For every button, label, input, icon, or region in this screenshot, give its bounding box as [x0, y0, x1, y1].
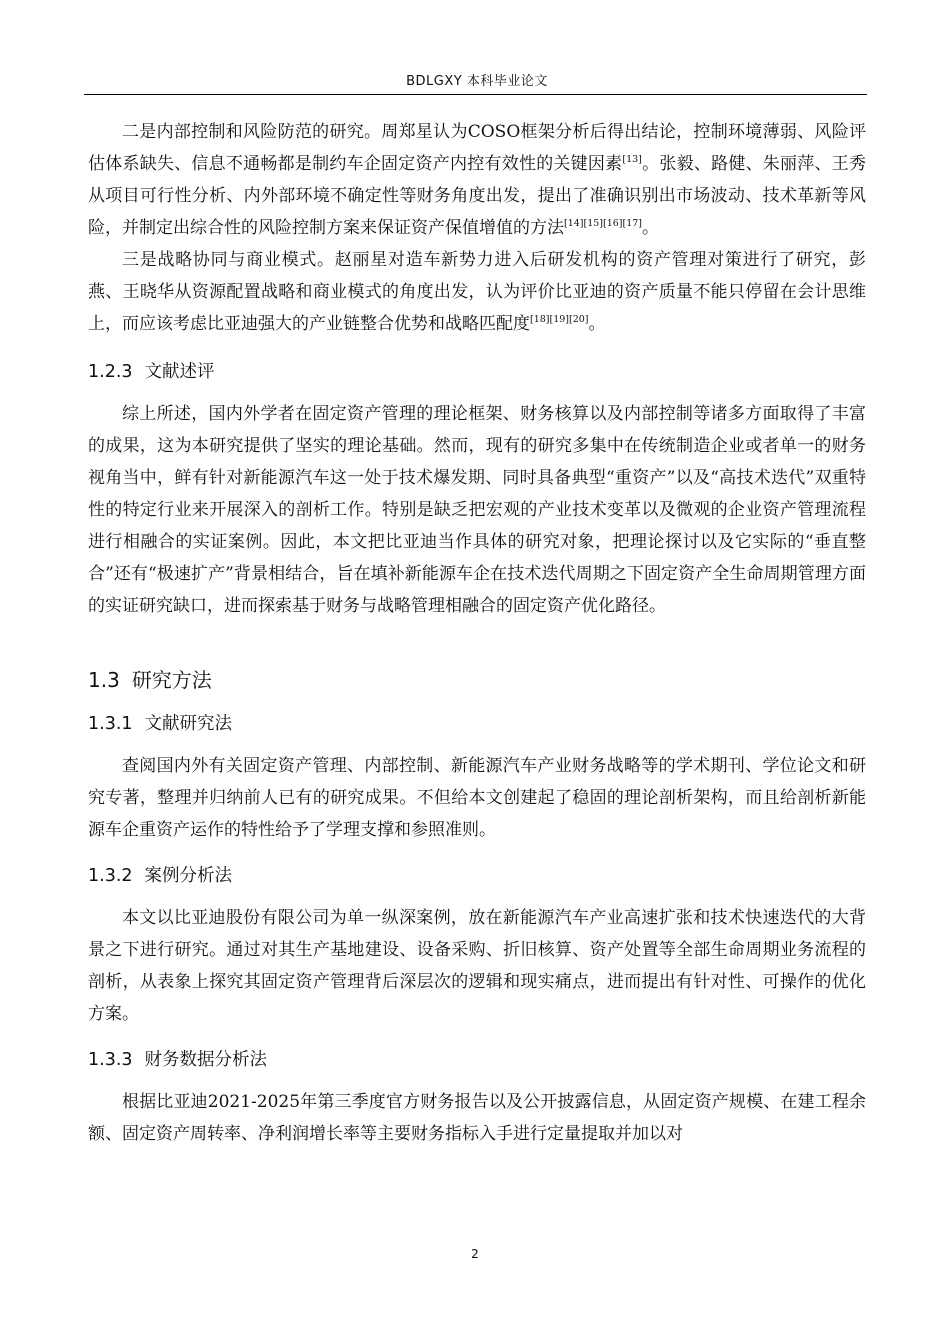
paragraph-strategy — [88, 244, 866, 340]
paragraph-internal-control — [88, 116, 866, 244]
heading-number: 1.3.2 — [88, 866, 133, 886]
paragraph-case-method: 本文以比亚迪股份有限公司为单一纵深案例，放在新能源汽车产业高速扩张和技术快速迭代的大背景之下进行研究。通过对其生产基地建设、设备采购、折旧核算、资产处置等全部生命周期业务流程的剖析，从表象上探究其固定资产管理背后深层次的逻辑和现实痛点，进而提出有针对性、可操作的优化方案。 — [88, 908, 866, 1024]
page-body — [88, 116, 866, 1150]
heading-text: 案例分析法 — [144, 866, 233, 886]
heading-1-3-3 — [88, 1048, 866, 1072]
heading-number: 1.3.3 — [88, 1050, 133, 1070]
paragraph-financial-method: 根据比亚迪2021-2025年第三季度官方财务报告以及公开披露信息，从固定资产规模、在建工程余额、固定资产周转率、净利润增长率等主要财务指标入手进行定量提取并加以对 — [88, 1092, 866, 1144]
heading-number: 1.2.3 — [88, 362, 133, 382]
paragraph-text: 二是内部控制和风险防范的研究。周郑星认为COSO框架分析后得出结论，控制环境薄弱、风险评估体系缺失、信息不通畅都是制约车企固定资产内控有效性的关键因素 — [88, 122, 866, 174]
heading-text: 文献研究法 — [144, 714, 233, 734]
heading-1-3-2 — [88, 864, 866, 888]
paragraph-text: 三是战略协同与商业模式。赵丽星对造车新势力进入后研发机构的资产管理对策进行了研究，彭燕、王晓华从资源配置战略和商业模式的角度出发，认为评价比亚迪的资产质量不能只停留在会计思维上，而应该考虑比亚迪强大的产业链整合优势和战略匹配度 — [88, 250, 866, 334]
paragraph-literature-review: 综上所述，国内外学者在固定资产管理的理论框架、财务核算以及内部控制等诸多方面取得了丰富的成果，这为本研究提供了坚实的理论基础。然而，现有的研究多集中在传统制造企业或者单一的财务视角当中，鲜有针对新能源汽车这一处于技术爆发期、同时具备典型“重资产”以及“高技术迭代”双重特性的特定行业来开展深入的剖析工作。特别是缺乏把宏观的产业技术变革以及微观的企业资产管理流程进行相融合的实证案例。因此，本文把比亚迪当作具体的研究对象，把理论探讨以及它实际的“垂直整合”还有“极速扩产”背景相结合，旨在填补新能源车企在技术迭代周期之下固定资产全生命周期管理方面的实证研究缺口，进而探索基于财务与战略管理相融合的固定资产优化路径。 — [88, 404, 866, 616]
citation-ref: [18][19][20] — [530, 314, 589, 325]
paragraph-literature-method: 查阅国内外有关固定资产管理、内部控制、新能源汽车产业财务战略等的学术期刊、学位论文和研究专著，整理并归纳前人已有的研究成果。不但给本文创建起了稳固的理论剖析架构，而且给剖析新能源车企重资产运作的特性给予了学理支撑和参照准则。 — [88, 756, 866, 840]
citation-ref: [14][15][16][17] — [564, 218, 643, 229]
heading-1-2-3 — [88, 360, 866, 384]
heading-number: 1.3 — [88, 668, 120, 692]
heading-1-3-1 — [88, 712, 866, 736]
heading-text: 研究方法 — [131, 668, 212, 692]
heading-text: 财务数据分析法 — [144, 1050, 268, 1070]
citation-ref: [13] — [622, 154, 642, 165]
paragraph-text: 。张毅、路健、朱丽萍、王秀从项目可行性分析、内外部环境不确定性等财务角度出发，提出了准确识别出市场波动、技术革新等风险，并制定出综合性的风险控制方案来保证资产保值增值的方法 — [88, 154, 867, 238]
paragraph-text: 。 — [642, 218, 660, 238]
page-number: 2 — [471, 1247, 479, 1261]
paragraph-text: 。 — [588, 314, 606, 334]
heading-number: 1.3.1 — [88, 714, 133, 734]
heading-1-3 — [88, 666, 866, 694]
page-header: BDLGXY 本科毕业论文 — [406, 74, 548, 89]
heading-text: 文献述评 — [144, 362, 215, 382]
header-rule — [84, 94, 867, 95]
